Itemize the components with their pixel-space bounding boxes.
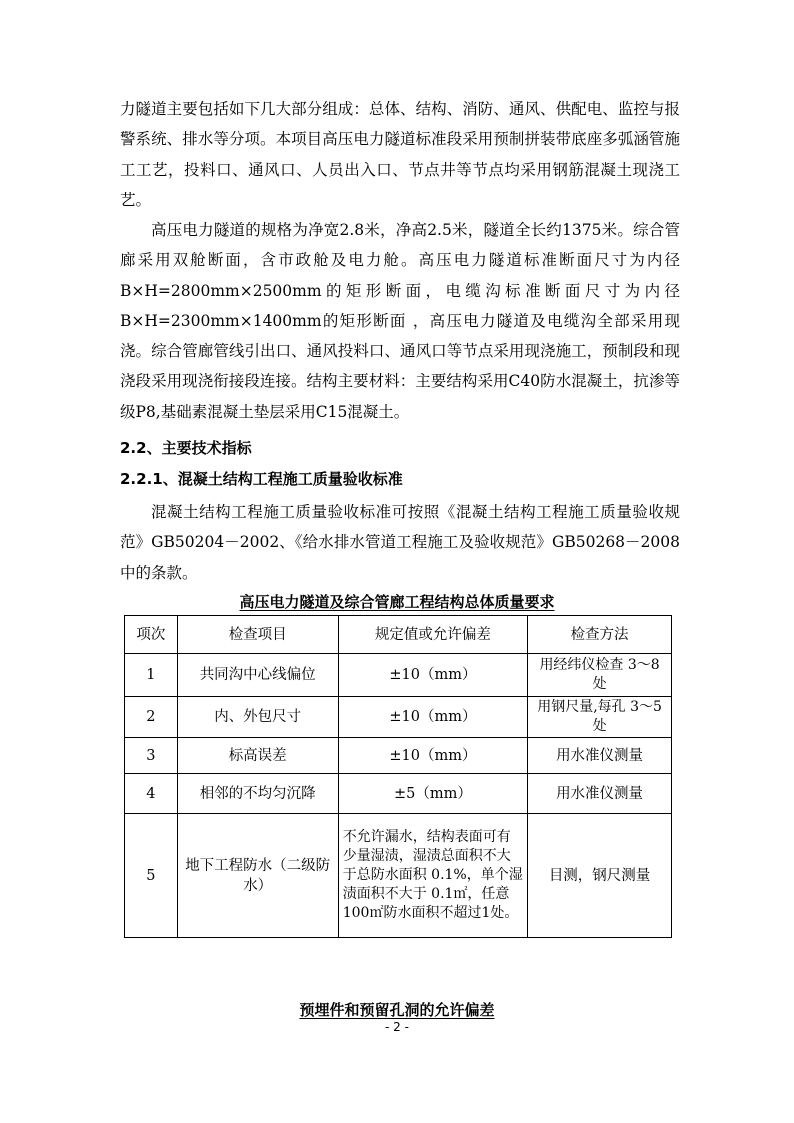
table-row <box>125 738 672 774</box>
table-cell: 标高误差 <box>177 738 338 774</box>
table-cell: 内、外包尺寸 <box>177 697 338 738</box>
table-header-row <box>125 616 672 654</box>
table-cell: 用水准仪测量 <box>528 774 672 814</box>
table-cell: 不允许漏水，结构表面可有少量湿渍，湿渍总面积不大于总防水面积 0.1%，单个湿渍面积不大于 0.1㎡，任意100㎡防水面积不超过1处。 <box>338 814 527 938</box>
quality-requirements-table <box>124 615 672 938</box>
section-heading-2-2: 2.2、主要技术指标 <box>120 439 252 457</box>
table-cell: 相邻的不均匀沉降 <box>177 774 338 814</box>
table-cell: 地下工程防水（二级防水） <box>177 814 338 938</box>
table-cell: 用钢尺量,每孔 3～5 处 <box>528 697 672 738</box>
table-row <box>125 654 672 697</box>
page-number: - 2 - <box>385 1020 409 1034</box>
table-cell: ±5（mm） <box>338 774 527 814</box>
table-cell: ±10（mm） <box>338 738 527 774</box>
table-cell: ±10（mm） <box>338 654 527 697</box>
table-cell: 1 <box>125 654 178 697</box>
table-title: 高压电力隧道及综合管廊工程结构总体质量要求 <box>239 593 555 611</box>
table-cell: 目测，钢尺测量 <box>528 814 672 938</box>
table-cell: 共同沟中心线偏位 <box>177 654 338 697</box>
header-cell: 检查项目 <box>177 616 338 654</box>
table-cell: 3 <box>125 738 178 774</box>
table-cell: 5 <box>125 814 178 938</box>
table-cell: ±10（mm） <box>338 697 527 738</box>
table-cell: 用水准仪测量 <box>528 738 672 774</box>
table-row <box>125 814 672 938</box>
header-cell: 检查方法 <box>528 616 672 654</box>
body-paragraph-2: 高压电力隧道的规格为净宽2.8米，净高2.5米，隧道全长约1375米。综合管廊采用双舱断面，含市政舱及电力舱。高压电力隧道标准断面尺寸为内径B×H=2800mm×2500mm的矩形断面，电缆沟标准断面尺寸为内径B×H=2300mm×1400mm的矩形断面 ，高压电力隧道及电缆沟全部采用现浇。综合管廊管线引出口、通风投料口、通风口等节点采用现浇施工，预制段和现浇段采用现浇衔接段连接。结构主要材料：主要结构采用C40防水混凝土，抗渗等级P8,基础素混凝土垫层采用C15混凝土。 <box>120 221 680 421</box>
section-title: 预埋件和预留孔洞的允许偏差 <box>299 1001 495 1019</box>
table-row <box>125 774 672 814</box>
table-row <box>125 697 672 738</box>
body-paragraph-1: 力隧道主要包括如下几大部分组成：总体、结构、消防、通风、供配电、监控与报警系统、排水等分项。本项目高压电力隧道标准段采用预制拼装带底座多弧涵管施工工艺，投料口、通风口、人员出入口、节点井等节点均采用钢筋混凝土现浇工艺。 <box>120 100 680 209</box>
section-heading-2-2-1: 2.2.1、混凝土结构工程施工质量验收标准 <box>120 470 403 488</box>
header-cell: 项次 <box>125 616 178 654</box>
table-cell: 4 <box>125 774 178 814</box>
table-cell: 2 <box>125 697 178 738</box>
header-cell: 规定值或允许偏差 <box>338 616 527 654</box>
body-paragraph-3: 混凝土结构工程施工质量验收标准可按照《混凝土结构工程施工质量验收规范》GB50204－2002、《给水排水管道工程施工及验收规范》GB50268－2008中的条款。 <box>120 503 680 582</box>
table-cell: 用经纬仪检查 3～8 处 <box>528 654 672 697</box>
